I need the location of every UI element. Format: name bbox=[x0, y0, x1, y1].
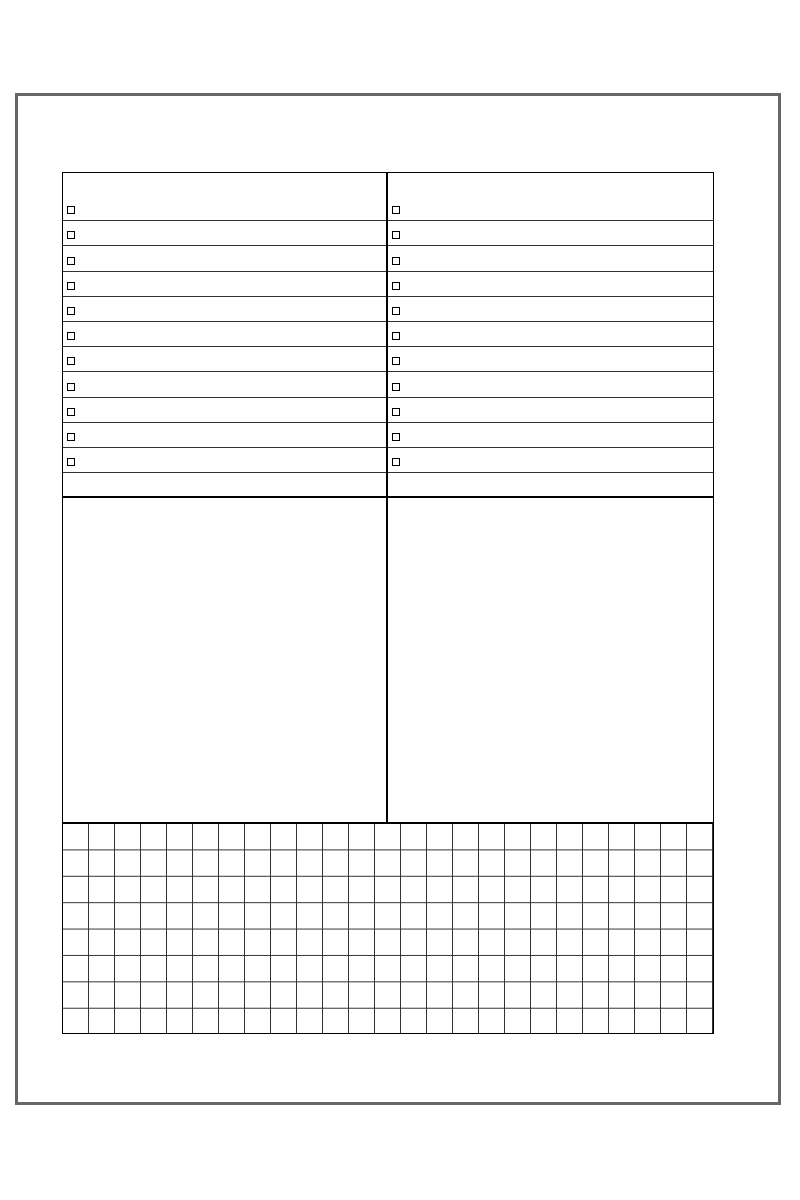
checkbox-icon[interactable] bbox=[67, 257, 75, 265]
checklist-row[interactable] bbox=[388, 448, 713, 473]
checklist-row[interactable] bbox=[63, 246, 386, 271]
checkbox-icon[interactable] bbox=[67, 383, 75, 391]
checklist-row[interactable] bbox=[63, 448, 386, 473]
grid-section[interactable] bbox=[62, 822, 714, 1034]
checklist-row[interactable] bbox=[388, 322, 713, 347]
checkbox-icon[interactable] bbox=[67, 307, 75, 315]
checklist-row[interactable] bbox=[63, 347, 386, 372]
checkbox-icon[interactable] bbox=[392, 282, 400, 290]
planner-page bbox=[62, 172, 714, 1034]
checkbox-icon[interactable] bbox=[392, 383, 400, 391]
checklist-row[interactable] bbox=[388, 246, 713, 271]
checkbox-icon[interactable] bbox=[67, 231, 75, 239]
checklist-row[interactable] bbox=[63, 423, 386, 448]
checklist-row[interactable] bbox=[388, 398, 713, 423]
checklist-section bbox=[62, 172, 714, 498]
checkbox-icon[interactable] bbox=[67, 357, 75, 365]
checklist-row[interactable] bbox=[388, 372, 713, 397]
checklist-row[interactable] bbox=[63, 372, 386, 397]
checkbox-icon[interactable] bbox=[392, 206, 400, 214]
checkbox-icon[interactable] bbox=[67, 458, 75, 466]
checkbox-icon[interactable] bbox=[392, 408, 400, 416]
checklist-row[interactable] bbox=[388, 221, 713, 246]
checkbox-icon[interactable] bbox=[67, 332, 75, 340]
checkbox-icon[interactable] bbox=[67, 408, 75, 416]
checkbox-icon[interactable] bbox=[392, 231, 400, 239]
checkbox-icon[interactable] bbox=[67, 282, 75, 290]
checkbox-icon[interactable] bbox=[392, 357, 400, 365]
checkbox-icon[interactable] bbox=[67, 433, 75, 441]
checklist-right-column bbox=[388, 173, 713, 497]
notes-section bbox=[62, 496, 714, 823]
checkbox-icon[interactable] bbox=[67, 206, 75, 214]
checklist-row[interactable] bbox=[388, 347, 713, 372]
checklist-row[interactable] bbox=[63, 297, 386, 322]
checkbox-icon[interactable] bbox=[392, 257, 400, 265]
checkbox-icon[interactable] bbox=[392, 458, 400, 466]
checkbox-icon[interactable] bbox=[392, 307, 400, 315]
checklist-row[interactable] bbox=[63, 196, 386, 221]
checklist-row[interactable] bbox=[388, 423, 713, 448]
checkbox-icon[interactable] bbox=[392, 332, 400, 340]
checklist-row[interactable] bbox=[388, 196, 713, 221]
notes-box-right[interactable] bbox=[388, 498, 713, 822]
checklist-row[interactable] bbox=[388, 272, 713, 297]
checklist-row[interactable] bbox=[63, 398, 386, 423]
checklist-left-column bbox=[63, 173, 388, 497]
checklist-row[interactable] bbox=[63, 322, 386, 347]
checklist-row[interactable] bbox=[63, 272, 386, 297]
notes-box-left[interactable] bbox=[63, 498, 388, 822]
checkbox-icon[interactable] bbox=[392, 433, 400, 441]
checklist-row[interactable] bbox=[63, 221, 386, 246]
checklist-row[interactable] bbox=[388, 297, 713, 322]
